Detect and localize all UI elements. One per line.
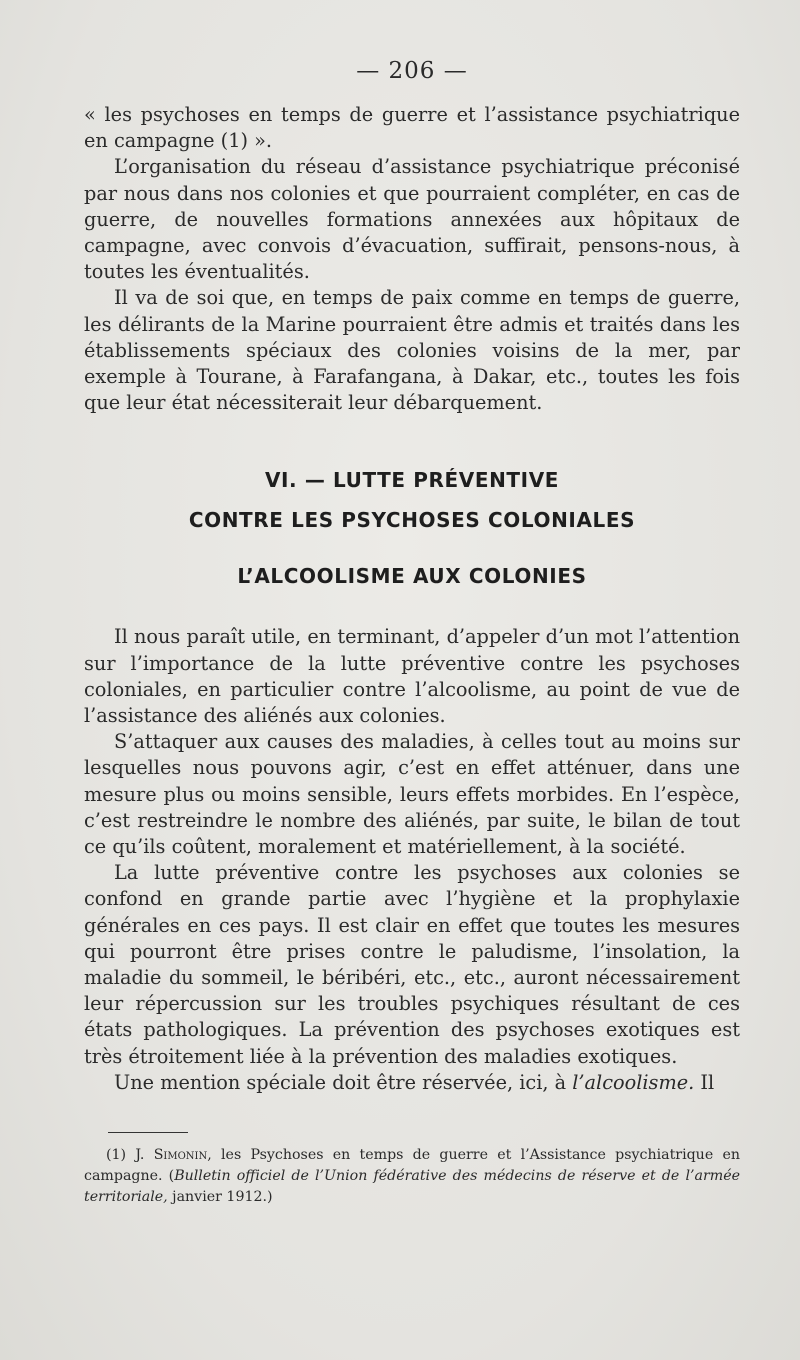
paragraph: L’organisation du réseau d’assistance psychiatrique préconisé par nous dans nos colonies et que pourraient compléter, en cas de guerre, de nouvelles formations annexées aux hôpitaux de campagne, avec convois d’évacuation, suffirait, pensons-nous, à toutes les éventualités. (84, 155, 740, 284)
paragraph: La lutte préventive contre les psychoses aux colonies se confond en grande partie avec l’hygiène et la prophylaxie générales en ces pays. Il est clair en effet que toutes les mesures qui pourront être prises contre le paludisme, l’insolation, la maladie du sommeil, le béribéri, etc., etc., auront nécessairement leur répercussion sur les troubles psychiques résultant de ces états pathologiques. La prévention des psychoses exotiques est très étroitement liée à la prévention des maladies exotiques. (84, 861, 740, 1068)
footnote-text: , les Psychoses en temps de guerre et l’Assistance psychiatrique en campagne. ( (84, 1147, 740, 1185)
page-number: — 206 — (356, 58, 468, 84)
paragraph: Il va de soi que, en temps de paix comme en temps de guerre, les délirants de la Marine pourraient être admis et traités dans les établissements spéciaux des colonies voisins de la mer, par exemple à Tourane, à Farafangana, à Dakar, etc., toutes les fois que leur état nécessiterait leur débarquement. (84, 286, 740, 415)
bottom-section (84, 624, 740, 1096)
paragraph: « les psychoses en temps de guerre et l’assistance psychiatrique en campagne (1) ». (84, 103, 740, 153)
footnote-divider (108, 1132, 188, 1133)
emphasis-text: l’alcoolisme. (572, 1070, 695, 1094)
footnote-journal: Bulletin officiel de l’Union fédérative des médecins de réserve et de l’armée territoriale, (84, 1168, 740, 1206)
section-heading-continued: CONTRE LES PSYCHOSES COLONIALES (188, 508, 636, 533)
top-section (84, 102, 740, 416)
footnote-text: janvier 1912.) (167, 1189, 273, 1206)
footnote (84, 1145, 740, 1208)
footnote-author: Simonin (153, 1147, 208, 1164)
paragraph: Il nous paraît utile, en terminant, d’appeler d’un mot l’attention sur l’importance de la lutte préventive contre les psychoses coloniales, en particulier contre l’alcoolisme, au point de vue de l’assistance des aliénés aux colonies. (84, 625, 740, 728)
subsection-heading: L’ALCOOLISME AUX COLONIES (237, 564, 587, 589)
footnote-marker: (1) J. (106, 1147, 154, 1164)
paragraph: S’attaquer aux causes des maladies, à celles tout au moins sur lesquelles nous pouvons agir, c’est en effet atténuer, dans une mesure plus ou moins sensible, leurs effets morbides. En l’espèce, c’est restreindre le nombre des aliénés, par suite, le bilan de tout ce qu’ils coûtent, moralement et matériellement, à la société. (84, 730, 740, 859)
text-run: Une mention spéciale doit être réservée, ici, à (114, 1070, 573, 1094)
paragraph-last (84, 1070, 740, 1096)
section-heading: VI. — LUTTE PRÉVENTIVE (264, 468, 560, 493)
text-run: Il (694, 1070, 715, 1094)
